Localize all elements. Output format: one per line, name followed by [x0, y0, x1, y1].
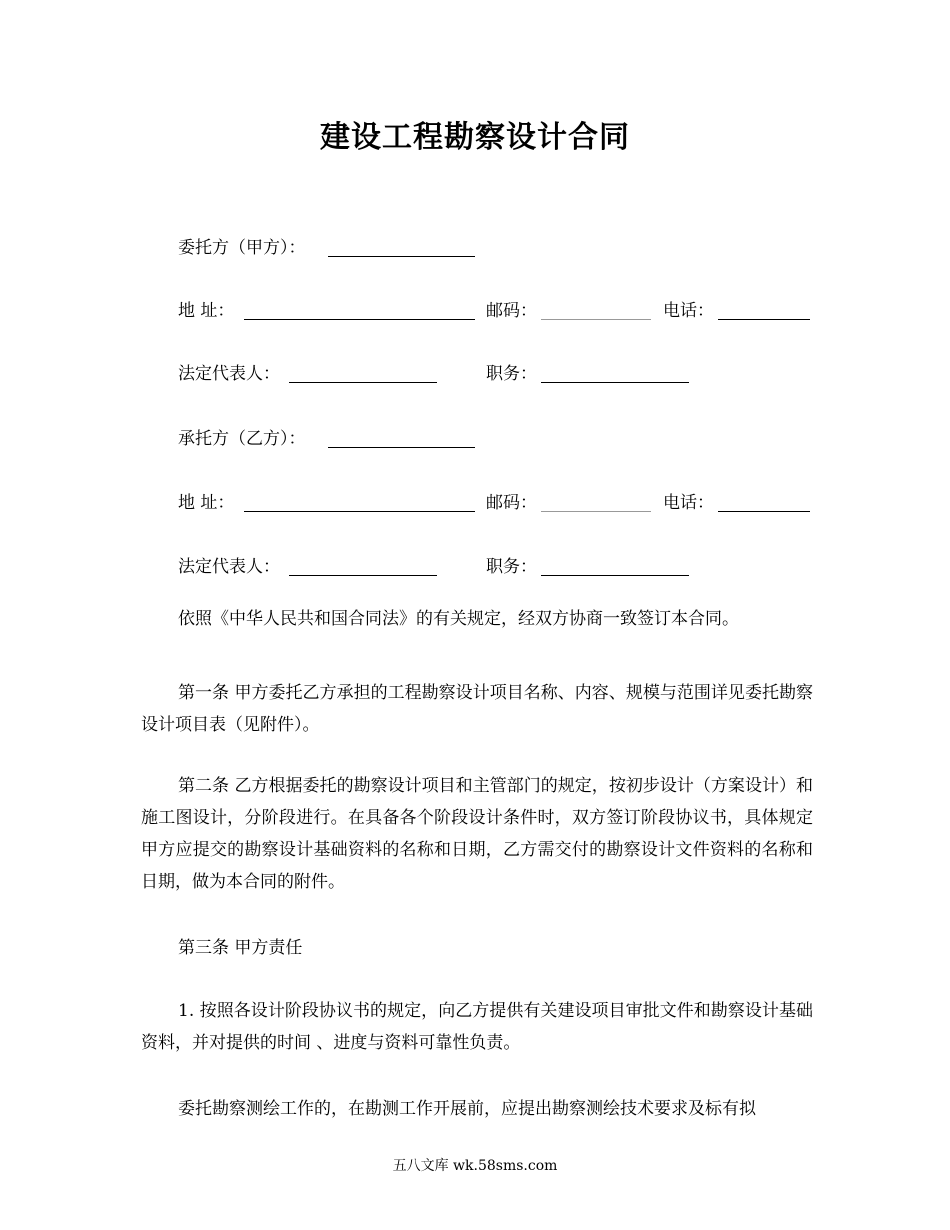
party-a-rep-label: 法定代表人： [178, 364, 280, 384]
party-a-rep-blank [289, 382, 437, 383]
party-a-address-blank [244, 319, 475, 320]
party-b-rep-blank [289, 575, 437, 576]
party-a-position-label: 职务： [486, 364, 537, 384]
party-a-name-label: 委托方（甲方）： [178, 238, 306, 258]
page-footer: 五八文库 wk.58sms.com [392, 1158, 558, 1174]
article-3-heading: 第三条 甲方责任 [178, 938, 303, 958]
party-b-name-label: 承托方（乙方）： [178, 429, 306, 449]
party-b-address-blank [244, 511, 475, 512]
party-a-address-label: 地 址： [178, 301, 235, 321]
party-a-position-blank [541, 382, 689, 383]
party-b-phone-label: 电话： [663, 493, 714, 513]
party-a-postcode-blank [541, 319, 651, 320]
party-b-position-label: 职务： [486, 557, 537, 577]
document-title: 建设工程勘察设计合同 [320, 120, 630, 155]
party-b-postcode-blank [541, 511, 651, 512]
party-a-phone-blank [718, 319, 810, 320]
party-b-name-blank [328, 447, 475, 448]
party-b-position-blank [541, 575, 689, 576]
party-a-phone-label: 电话： [663, 301, 714, 321]
preamble-paragraph: 依照《中华人民共和国合同法》的有关规定，经双方协商一致签订本合同。 [178, 609, 739, 629]
party-a-postcode-label: 邮码： [486, 301, 537, 321]
article-1-paragraph: 第一条 甲方委托乙方承担的工程勘察设计项目名称、内容、规模与范围详见委托勘察设计项目表（见附件）。 [141, 683, 813, 735]
survey-requirements-paragraph: 委托勘察测绘工作的，在勘测工作开展前，应提出勘察测绘技术要求及标有拟 [178, 1099, 756, 1119]
party-b-address-label: 地 址： [178, 493, 235, 513]
party-a-name-blank [328, 256, 475, 257]
article-2-paragraph: 第二条 乙方根据委托的勘察设计项目和主管部门的规定，按初步设计（方案设计）和施工图设计，分阶段进行。在具备各个阶段设计条件时，双方签订阶段协议书，具体规定甲方应提交的勘察设计基础资料的名称和日期，乙方需交付的勘察设计文件资料的名称和日期，做为本合同的附件。 [141, 776, 813, 892]
article-3-item-1: 1. 按照各设计阶段协议书的规定，向乙方提供有关建设项目审批文件和勘察设计基础资料，并对提供的时间 、进度与资料可靠性负责。 [141, 1001, 813, 1053]
party-b-rep-label: 法定代表人： [178, 557, 280, 577]
party-b-phone-blank [718, 511, 810, 512]
party-b-postcode-label: 邮码： [486, 493, 537, 513]
